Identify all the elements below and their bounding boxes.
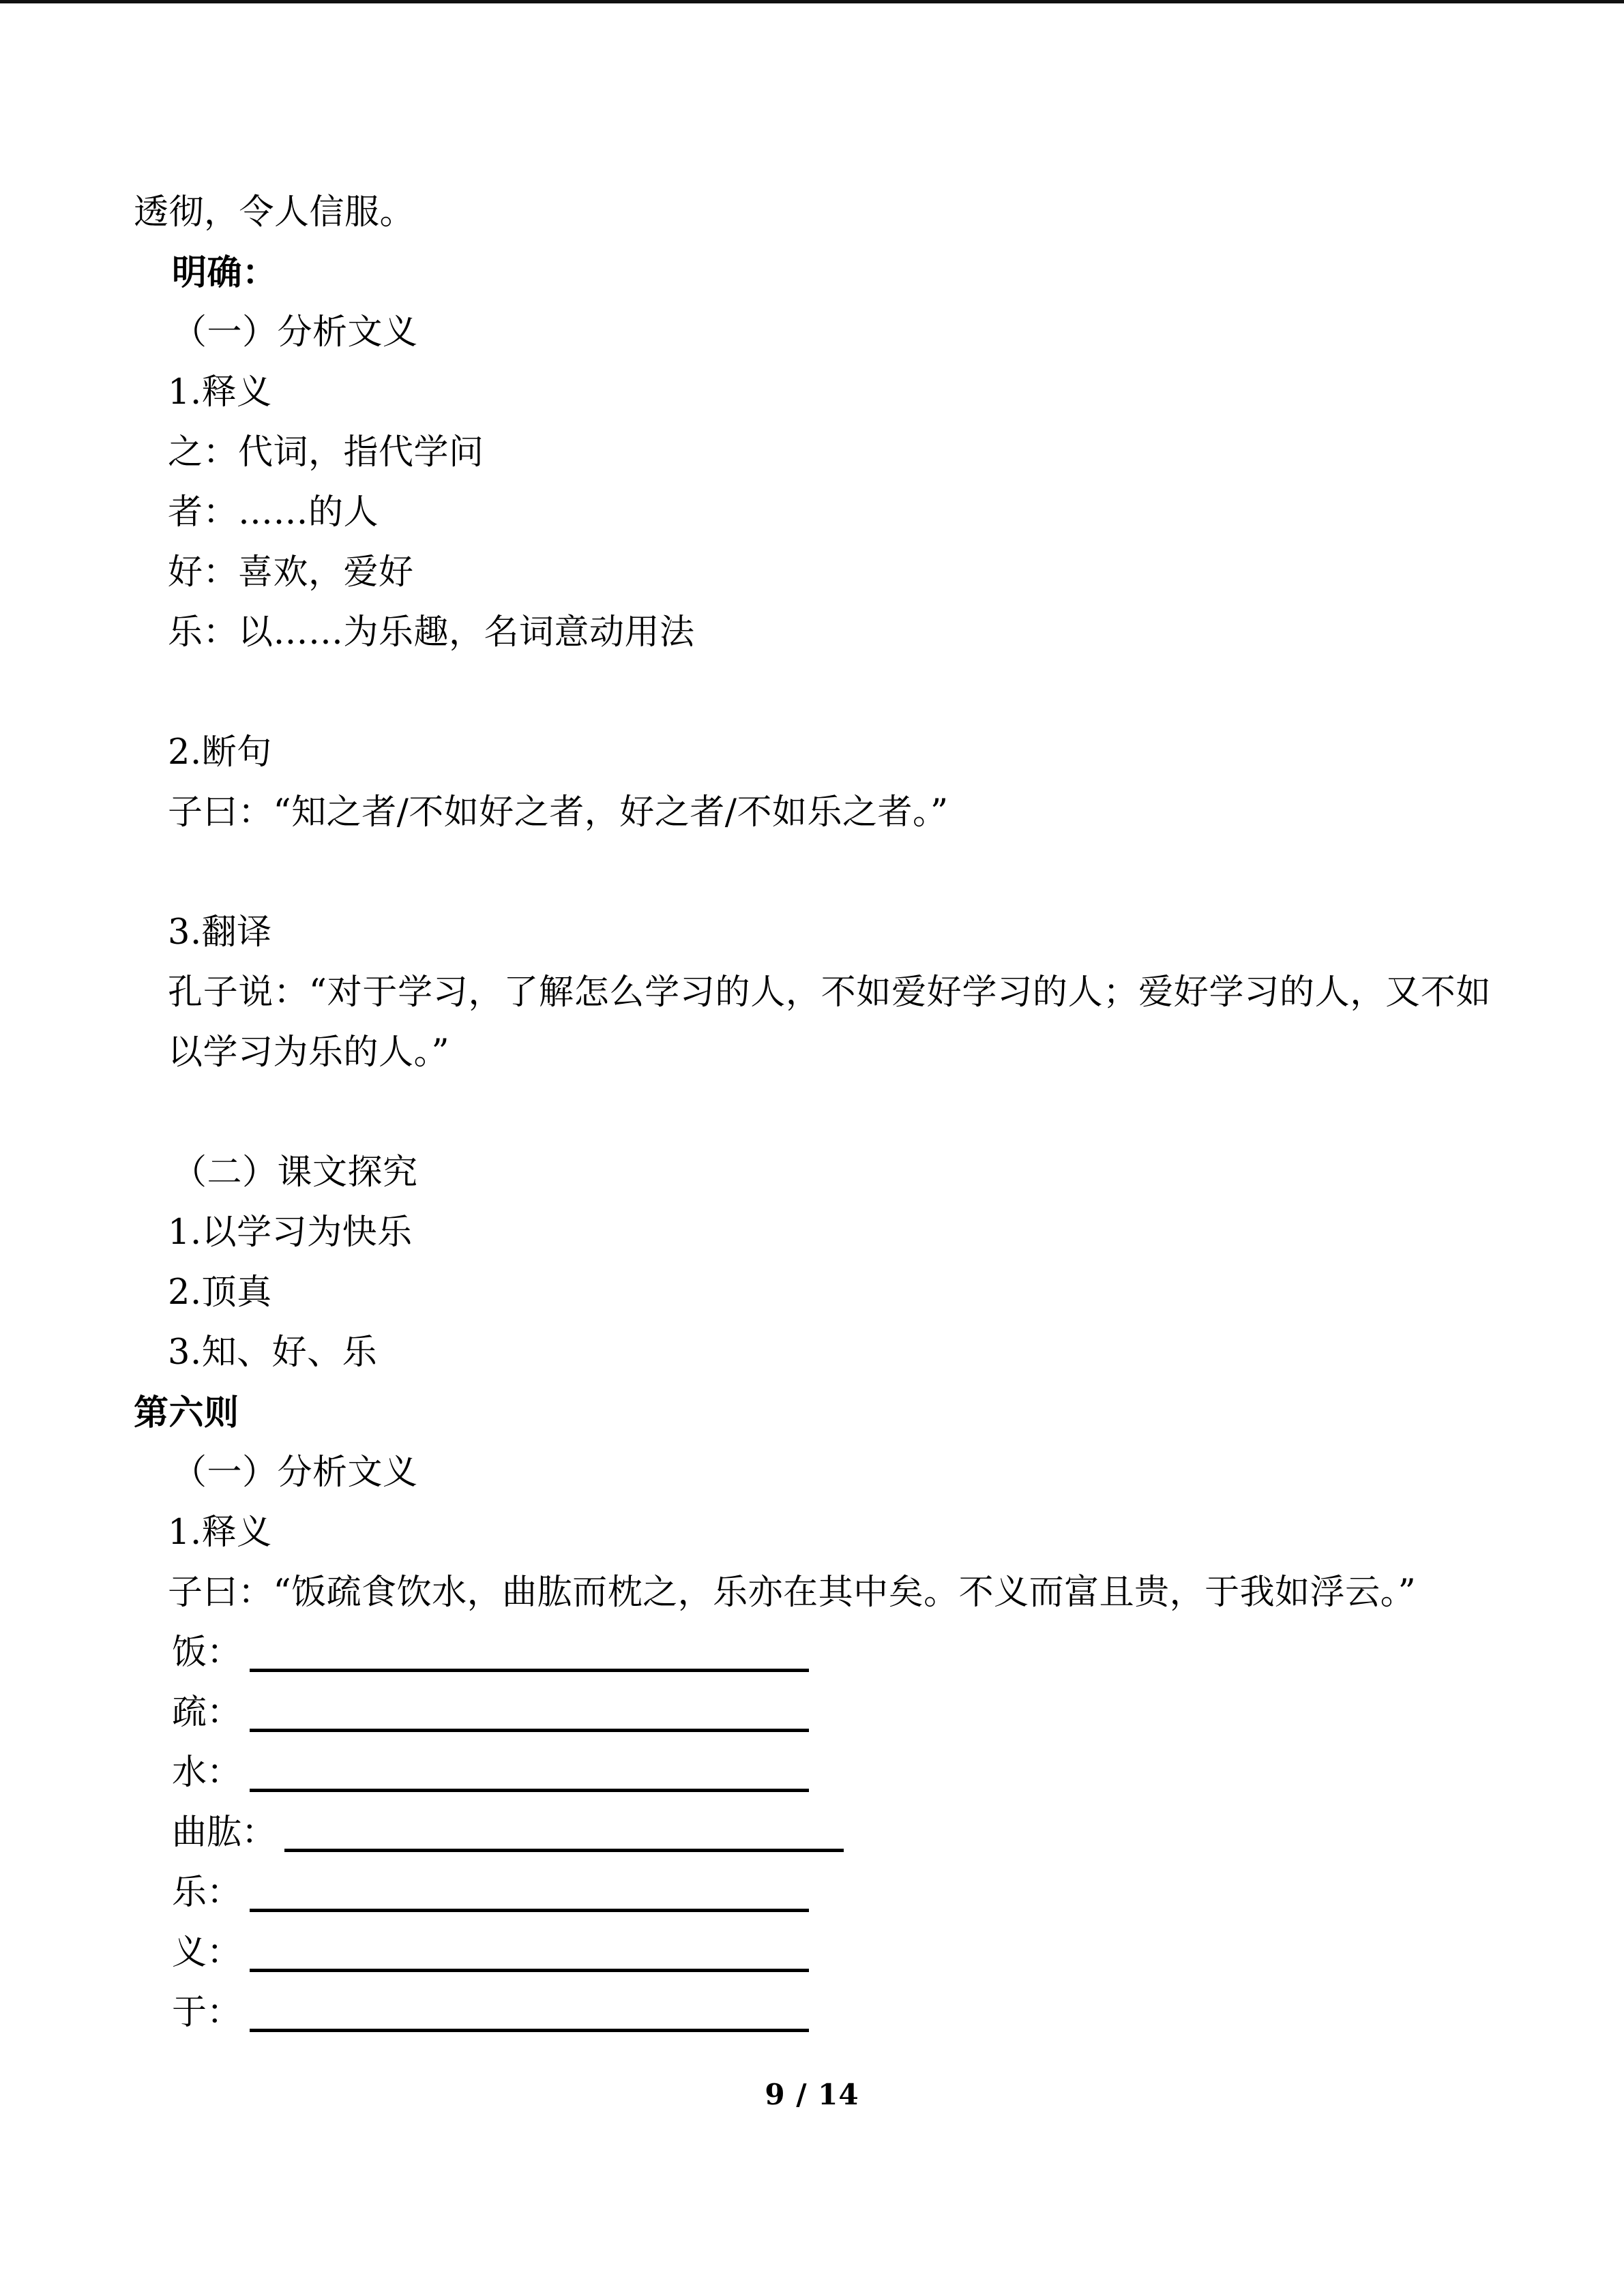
tanjiu-item-3: 3.知、好、乐 xyxy=(168,1332,378,1373)
section-heading-analysis-2: （一）分析文义 xyxy=(172,1452,418,1493)
blank-row-le xyxy=(134,1863,1491,1923)
blank-row-yi xyxy=(134,1923,1491,1983)
page-content xyxy=(134,183,1491,2043)
spacer xyxy=(134,843,1491,903)
blank-answer-rule[interactable] xyxy=(250,1968,809,1972)
gloss-zhe: 者：……的人 xyxy=(168,492,379,533)
blank-label: 乐： xyxy=(172,1873,242,1913)
page-number-footer: 9 / 14 xyxy=(765,2078,859,2111)
blank-answer-rule[interactable] xyxy=(250,1728,809,1732)
six-quote: 子曰：“饭疏食饮水，曲肱而枕之，乐亦在其中矣。不义而富且贵，于我如浮云。” xyxy=(168,1572,1417,1613)
page-top-rule xyxy=(0,0,1624,3)
heading-diliuze: 第六则 xyxy=(134,1392,239,1433)
blank-label: 饭： xyxy=(172,1632,242,1673)
gloss-hao: 好：喜欢，爱好 xyxy=(168,552,414,593)
blank-label: 于： xyxy=(172,1993,242,2033)
spacer xyxy=(134,663,1491,723)
blank-label: 义： xyxy=(172,1933,242,1973)
heading-mingque: 明确： xyxy=(172,252,278,293)
section-heading-analysis-1: （一）分析文义 xyxy=(172,312,418,353)
gloss-le: 乐：以……为乐趣，名词意动用法 xyxy=(168,612,695,653)
blank-answer-rule[interactable] xyxy=(250,1788,809,1792)
section-heading-tanjiu-2: （二）课文探究 xyxy=(172,1152,418,1193)
carryover-line: 透彻，令人信服。 xyxy=(134,192,415,233)
gloss-zhi: 之：代词，指代学问 xyxy=(168,432,484,473)
item-shiyi-2: 1.释义 xyxy=(168,1512,272,1553)
blank-label: 疏： xyxy=(172,1693,242,1733)
item-shiyi-1: 1.释义 xyxy=(168,372,272,413)
blank-row-shui xyxy=(134,1743,1491,1803)
fanyi-paragraph: 孔子说：“对于学习，了解怎么学习的人，不如爱好学习的人；爱好学习的人，又不如以学习为乐的人。” xyxy=(168,972,1491,1073)
blank-answer-rule[interactable] xyxy=(250,1908,809,1912)
blank-row-fan xyxy=(134,1623,1491,1683)
tanjiu-item-2: 2.顶真 xyxy=(168,1272,272,1313)
blank-answer-rule[interactable] xyxy=(250,2028,809,2032)
blank-answer-rule[interactable] xyxy=(250,1668,809,1672)
item-duanju-2: 2.断句 xyxy=(168,732,272,773)
blank-label: 水： xyxy=(172,1753,242,1793)
blank-row-yu xyxy=(134,1983,1491,2043)
blank-row-shu xyxy=(134,1683,1491,1743)
blank-row-qugong xyxy=(134,1803,1491,1863)
blank-label: 曲肱： xyxy=(172,1813,277,1853)
tanjiu-item-1: 1.以学习为快乐 xyxy=(168,1212,413,1253)
duanju-quote: 子曰：“知之者/不如好之者，好之者/不如乐之者。” xyxy=(168,792,949,833)
blank-answer-rule[interactable] xyxy=(284,1848,844,1852)
item-fanyi-3: 3.翻译 xyxy=(168,912,272,953)
spacer xyxy=(134,1083,1491,1143)
